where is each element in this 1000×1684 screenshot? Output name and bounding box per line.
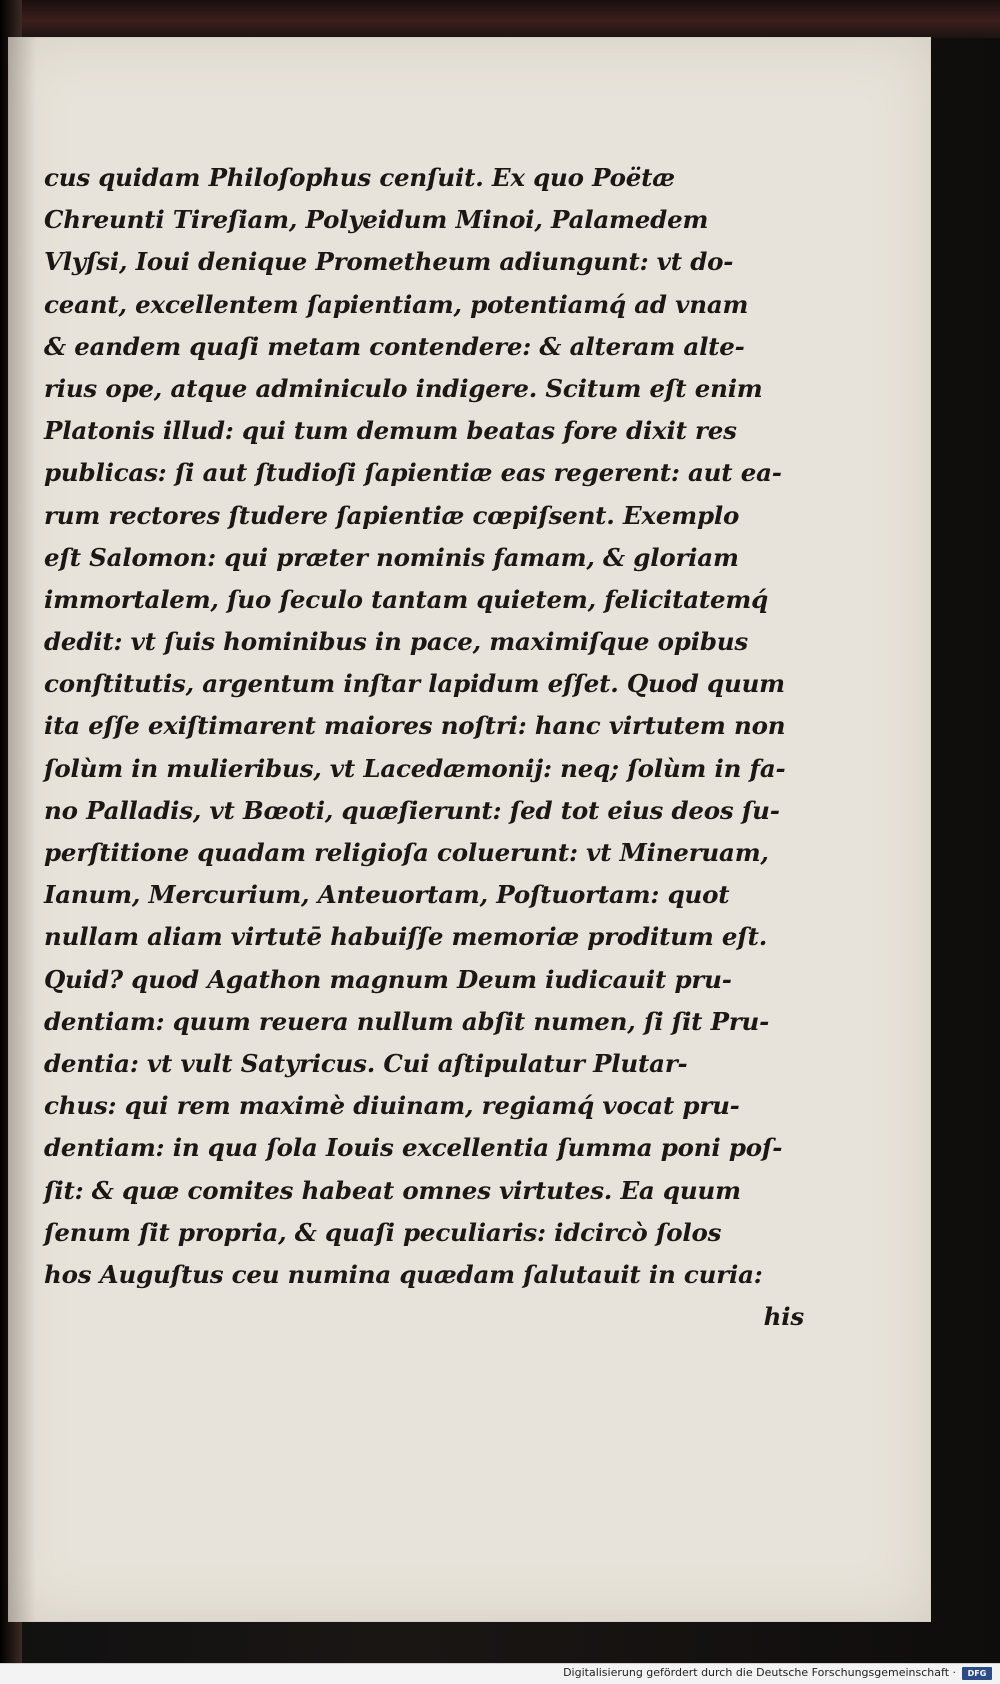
text-line: ſenum ſit propria, & quaſi peculiaris: idcircò ſolos	[44, 1217, 722, 1247]
text-line: conſtitutis, argentum inſtar lapidum eſſet. Quod quum	[44, 669, 785, 699]
text-line: ita eſſe exiſtimarent maiores noſtri: hanc virtutem non	[44, 711, 786, 741]
text-line: no Palladis, vt Bœoti, quæſierunt: ſed tot eius deos ſu-	[44, 795, 780, 825]
text-line: rius ope, atque adminiculo indigere. Scitum eſt enim	[44, 373, 763, 403]
text-line: dentiam: quum reuera nullum abſit numen, ſi ſit Pru-	[44, 1006, 770, 1036]
text-line: dentiam: in qua ſola Iouis excellentia ſumma poni poſ-	[44, 1133, 783, 1163]
text-line: & eandem quaſi metam contendere: & alteram alte-	[44, 331, 745, 361]
text-line: Ianum, Mercurium, Anteuortam, Poſtuortam: quot	[44, 880, 730, 910]
dfg-logo-icon: DFG	[962, 1667, 992, 1680]
book-page	[8, 37, 931, 1622]
text-line: rum rectores ſtudere ſapientiæ cœpiſsent. Exemplo	[44, 500, 740, 530]
page-text-block	[44, 157, 804, 1338]
text-line: chus: qui rem maximè diuinam, regiamq́ vocat pru-	[44, 1091, 740, 1121]
digitization-footer	[0, 1663, 1000, 1684]
text-line: nullam aliam virtutē habuiſſe memoriæ proditum eſt.	[44, 922, 768, 952]
text-line: Vlyſsi, Ioui denique Prometheum adiungunt: vt do-	[44, 247, 734, 277]
text-line: dentia: vt vult Satyricus. Cui aſtipulatur Plutar-	[44, 1048, 688, 1078]
text-line: ſit: & quæ comites habeat omnes virtutes. Ea quum	[44, 1175, 741, 1205]
catchword: his	[763, 1302, 804, 1332]
text-line: cus quidam Philoſophus cenſuit. Ex quo Poëtæ	[44, 163, 675, 192]
text-line: dedit: vt ſuis hominibus in pace, maximiſque opibus	[44, 627, 748, 657]
text-line: Quid? quod Agathon magnum Deum iudicauit pru-	[44, 964, 732, 994]
footer-credit-text: Digitalisierung gefördert durch die Deutsche Forschungsgemeinschaft ·	[563, 1666, 956, 1679]
text-line: publicas: ſi aut ſtudioſi ſapientiæ eas regerent: aut ea-	[44, 458, 782, 488]
text-line: hos Auguſtus ceu numina quædam ſalutauit in curia:	[44, 1259, 763, 1289]
book-top-edge	[0, 0, 1000, 38]
text-line: eſt Salomon: qui præter nominis famam, & gloriam	[44, 542, 739, 572]
text-line: ſolùm in mulieribus, vt Lacedæmonij: neq; ſolùm in fa-	[44, 753, 786, 783]
text-line: perſtitione quadam religioſa coluerunt: vt Mineruam,	[44, 838, 769, 867]
text-line: Chreunti Tireſiam, Polyeidum Minoi, Palamedem	[44, 205, 709, 235]
text-line: immortalem, ſuo ſeculo tantam quietem, felicitatemq́	[44, 584, 769, 614]
text-line: ceant, excellentem ſapientiam, potentiamq́ ad vnam	[44, 289, 749, 319]
text-line: Platonis illud: qui tum demum beatas fore dixit res	[44, 416, 737, 446]
